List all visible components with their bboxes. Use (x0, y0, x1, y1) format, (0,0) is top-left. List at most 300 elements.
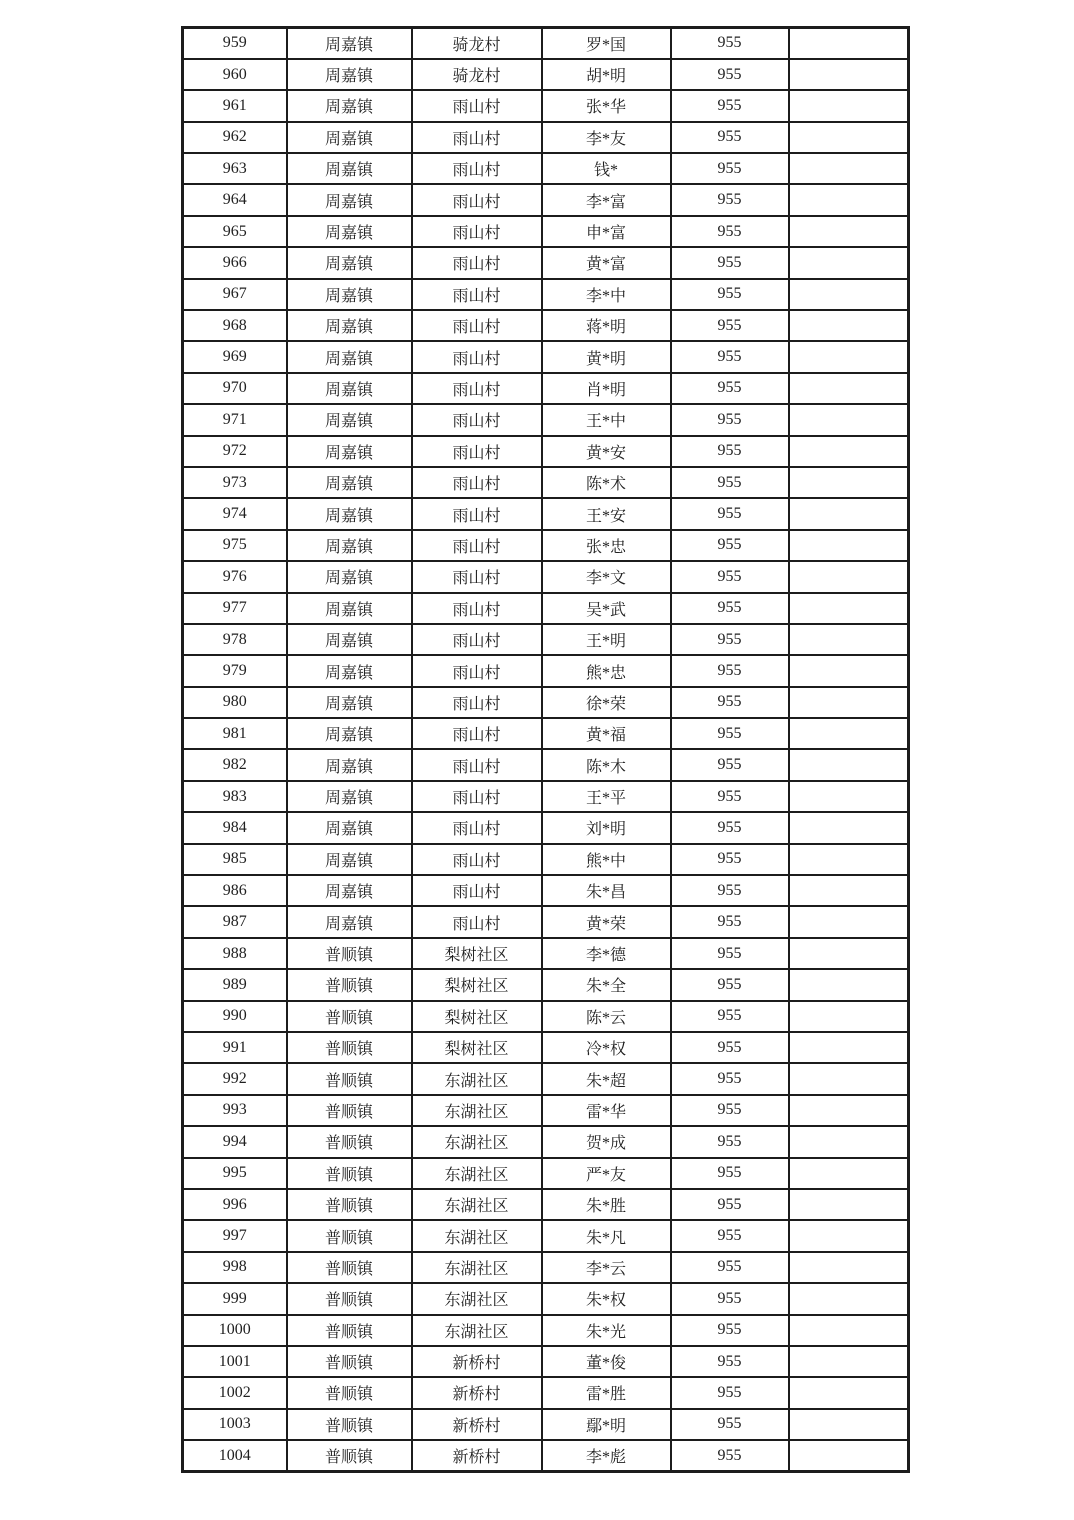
table-row (183, 1095, 909, 1126)
count-cell: 955 (671, 1063, 789, 1094)
village-cell: 骑龙村 (412, 59, 542, 90)
table-row (183, 844, 909, 875)
empty-cell (789, 969, 909, 1000)
name-cell: 李*彪 (542, 1440, 671, 1471)
village-cell: 雨山村 (412, 373, 542, 404)
village-cell: 东湖社区 (412, 1189, 542, 1220)
table-row (183, 561, 909, 592)
table-row (183, 1252, 909, 1283)
empty-cell (789, 1409, 909, 1440)
row-number-cell: 989 (183, 969, 287, 1000)
village-cell: 东湖社区 (412, 1283, 542, 1314)
row-number-cell: 961 (183, 90, 287, 121)
row-number-cell: 1004 (183, 1440, 287, 1471)
row-number-cell: 995 (183, 1158, 287, 1189)
name-cell: 钱* (542, 153, 671, 184)
town-cell: 周嘉镇 (287, 59, 412, 90)
town-cell: 周嘉镇 (287, 467, 412, 498)
town-cell: 普顺镇 (287, 1126, 412, 1157)
town-cell: 周嘉镇 (287, 749, 412, 780)
row-number-cell: 994 (183, 1126, 287, 1157)
count-cell: 955 (671, 655, 789, 686)
table-row (183, 1346, 909, 1377)
table-row (183, 1001, 909, 1032)
name-cell: 冷*权 (542, 1032, 671, 1063)
name-cell: 陈*木 (542, 749, 671, 780)
village-cell: 骑龙村 (412, 28, 542, 59)
name-cell: 王*平 (542, 781, 671, 812)
village-cell: 雨山村 (412, 624, 542, 655)
empty-cell (789, 1158, 909, 1189)
table-row (183, 1409, 909, 1440)
table-row (183, 593, 909, 624)
town-cell: 普顺镇 (287, 1346, 412, 1377)
empty-cell (789, 1283, 909, 1314)
empty-cell (789, 498, 909, 529)
town-cell: 普顺镇 (287, 1001, 412, 1032)
village-cell: 东湖社区 (412, 1158, 542, 1189)
village-cell: 新桥村 (412, 1409, 542, 1440)
name-cell: 胡*明 (542, 59, 671, 90)
name-cell: 黄*富 (542, 247, 671, 278)
town-cell: 周嘉镇 (287, 498, 412, 529)
name-cell: 刘*明 (542, 812, 671, 843)
name-cell: 朱*胜 (542, 1189, 671, 1220)
village-cell: 雨山村 (412, 906, 542, 937)
count-cell: 955 (671, 1220, 789, 1251)
town-cell: 普顺镇 (287, 1158, 412, 1189)
town-cell: 周嘉镇 (287, 844, 412, 875)
table-row (183, 247, 909, 278)
village-cell: 雨山村 (412, 498, 542, 529)
name-cell: 陈*术 (542, 467, 671, 498)
table-row (183, 906, 909, 937)
empty-cell (789, 812, 909, 843)
empty-cell (789, 122, 909, 153)
table-row (183, 279, 909, 310)
village-cell: 东湖社区 (412, 1220, 542, 1251)
count-cell: 955 (671, 624, 789, 655)
count-cell: 955 (671, 561, 789, 592)
empty-cell (789, 341, 909, 372)
empty-cell (789, 1220, 909, 1251)
town-cell: 普顺镇 (287, 1032, 412, 1063)
town-cell: 普顺镇 (287, 1189, 412, 1220)
empty-cell (789, 530, 909, 561)
row-number-cell: 1002 (183, 1377, 287, 1408)
village-cell: 雨山村 (412, 781, 542, 812)
row-number-cell: 1003 (183, 1409, 287, 1440)
town-cell: 周嘉镇 (287, 373, 412, 404)
table-row (183, 1283, 909, 1314)
empty-cell (789, 184, 909, 215)
row-number-cell: 983 (183, 781, 287, 812)
town-cell: 普顺镇 (287, 1377, 412, 1408)
count-cell: 955 (671, 122, 789, 153)
row-number-cell: 970 (183, 373, 287, 404)
village-cell: 雨山村 (412, 184, 542, 215)
table-row (183, 184, 909, 215)
count-cell: 955 (671, 184, 789, 215)
town-cell: 周嘉镇 (287, 593, 412, 624)
count-cell: 955 (671, 687, 789, 718)
empty-cell (789, 1346, 909, 1377)
count-cell: 955 (671, 844, 789, 875)
name-cell: 董*俊 (542, 1346, 671, 1377)
town-cell: 周嘉镇 (287, 718, 412, 749)
empty-cell (789, 1001, 909, 1032)
empty-cell (789, 404, 909, 435)
empty-cell (789, 1189, 909, 1220)
empty-cell (789, 1252, 909, 1283)
name-cell: 王*中 (542, 404, 671, 435)
village-cell: 雨山村 (412, 279, 542, 310)
table-row (183, 28, 909, 59)
empty-cell (789, 153, 909, 184)
count-cell: 955 (671, 59, 789, 90)
village-cell: 雨山村 (412, 844, 542, 875)
town-cell: 普顺镇 (287, 1095, 412, 1126)
row-number-cell: 962 (183, 122, 287, 153)
empty-cell (789, 718, 909, 749)
table-row (183, 498, 909, 529)
name-cell: 熊*忠 (542, 655, 671, 686)
name-cell: 贺*成 (542, 1126, 671, 1157)
count-cell: 955 (671, 498, 789, 529)
name-cell: 鄢*明 (542, 1409, 671, 1440)
count-cell: 955 (671, 310, 789, 341)
town-cell: 周嘉镇 (287, 216, 412, 247)
row-number-cell: 974 (183, 498, 287, 529)
town-cell: 周嘉镇 (287, 655, 412, 686)
count-cell: 955 (671, 373, 789, 404)
table-row (183, 875, 909, 906)
village-cell: 雨山村 (412, 749, 542, 780)
table-row (183, 969, 909, 1000)
empty-cell (789, 1063, 909, 1094)
village-cell: 东湖社区 (412, 1063, 542, 1094)
count-cell: 955 (671, 1001, 789, 1032)
row-number-cell: 986 (183, 875, 287, 906)
count-cell: 955 (671, 1252, 789, 1283)
village-cell: 雨山村 (412, 812, 542, 843)
row-number-cell: 982 (183, 749, 287, 780)
table-row (183, 122, 909, 153)
name-cell: 严*友 (542, 1158, 671, 1189)
table-row (183, 655, 909, 686)
name-cell: 陈*云 (542, 1001, 671, 1032)
village-cell: 雨山村 (412, 247, 542, 278)
town-cell: 普顺镇 (287, 1409, 412, 1440)
count-cell: 955 (671, 781, 789, 812)
row-number-cell: 998 (183, 1252, 287, 1283)
row-number-cell: 991 (183, 1032, 287, 1063)
row-number-cell: 990 (183, 1001, 287, 1032)
empty-cell (789, 749, 909, 780)
row-number-cell: 966 (183, 247, 287, 278)
table-row (183, 90, 909, 121)
name-cell: 徐*荣 (542, 687, 671, 718)
town-cell: 周嘉镇 (287, 624, 412, 655)
empty-cell (789, 593, 909, 624)
name-cell: 王*明 (542, 624, 671, 655)
table-row (183, 341, 909, 372)
town-cell: 普顺镇 (287, 1440, 412, 1471)
name-cell: 张*忠 (542, 530, 671, 561)
empty-cell (789, 1377, 909, 1408)
village-cell: 雨山村 (412, 655, 542, 686)
name-cell: 黄*福 (542, 718, 671, 749)
town-cell: 周嘉镇 (287, 90, 412, 121)
town-cell: 周嘉镇 (287, 436, 412, 467)
count-cell: 955 (671, 593, 789, 624)
count-cell: 955 (671, 404, 789, 435)
village-cell: 雨山村 (412, 404, 542, 435)
empty-cell (789, 1315, 909, 1346)
records-table-body (183, 28, 909, 1472)
name-cell: 朱*凡 (542, 1220, 671, 1251)
count-cell: 955 (671, 812, 789, 843)
town-cell: 周嘉镇 (287, 812, 412, 843)
count-cell: 955 (671, 436, 789, 467)
name-cell: 黄*荣 (542, 906, 671, 937)
row-number-cell: 992 (183, 1063, 287, 1094)
name-cell: 朱*超 (542, 1063, 671, 1094)
town-cell: 普顺镇 (287, 938, 412, 969)
town-cell: 普顺镇 (287, 1283, 412, 1314)
name-cell: 雷*华 (542, 1095, 671, 1126)
name-cell: 张*华 (542, 90, 671, 121)
empty-cell (789, 247, 909, 278)
village-cell: 梨树社区 (412, 969, 542, 1000)
count-cell: 955 (671, 216, 789, 247)
count-cell: 955 (671, 1189, 789, 1220)
row-number-cell: 968 (183, 310, 287, 341)
row-number-cell: 972 (183, 436, 287, 467)
empty-cell (789, 28, 909, 59)
village-cell: 东湖社区 (412, 1095, 542, 1126)
village-cell: 雨山村 (412, 875, 542, 906)
table-row (183, 467, 909, 498)
empty-cell (789, 687, 909, 718)
town-cell: 周嘉镇 (287, 404, 412, 435)
village-cell: 梨树社区 (412, 938, 542, 969)
name-cell: 王*安 (542, 498, 671, 529)
town-cell: 周嘉镇 (287, 875, 412, 906)
row-number-cell: 999 (183, 1283, 287, 1314)
name-cell: 李*友 (542, 122, 671, 153)
name-cell: 黄*安 (542, 436, 671, 467)
table-row (183, 436, 909, 467)
village-cell: 雨山村 (412, 341, 542, 372)
count-cell: 955 (671, 28, 789, 59)
name-cell: 肖*明 (542, 373, 671, 404)
village-cell: 雨山村 (412, 216, 542, 247)
count-cell: 955 (671, 530, 789, 561)
table-row (183, 938, 909, 969)
row-number-cell: 973 (183, 467, 287, 498)
count-cell: 955 (671, 1158, 789, 1189)
empty-cell (789, 216, 909, 247)
table-row (183, 1440, 909, 1471)
town-cell: 普顺镇 (287, 1220, 412, 1251)
empty-cell (789, 875, 909, 906)
table-row (183, 1189, 909, 1220)
row-number-cell: 996 (183, 1189, 287, 1220)
row-number-cell: 978 (183, 624, 287, 655)
name-cell: 吴*武 (542, 593, 671, 624)
count-cell: 955 (671, 1315, 789, 1346)
count-cell: 955 (671, 1409, 789, 1440)
table-row (183, 1063, 909, 1094)
count-cell: 955 (671, 1440, 789, 1471)
empty-cell (789, 561, 909, 592)
row-number-cell: 971 (183, 404, 287, 435)
table-row (183, 1220, 909, 1251)
village-cell: 雨山村 (412, 718, 542, 749)
table-row (183, 812, 909, 843)
town-cell: 周嘉镇 (287, 530, 412, 561)
town-cell: 周嘉镇 (287, 184, 412, 215)
village-cell: 雨山村 (412, 436, 542, 467)
row-number-cell: 967 (183, 279, 287, 310)
name-cell: 罗*国 (542, 28, 671, 59)
town-cell: 周嘉镇 (287, 310, 412, 341)
empty-cell (789, 373, 909, 404)
row-number-cell: 988 (183, 938, 287, 969)
row-number-cell: 965 (183, 216, 287, 247)
village-cell: 雨山村 (412, 530, 542, 561)
table-row (183, 153, 909, 184)
count-cell: 955 (671, 1377, 789, 1408)
count-cell: 955 (671, 90, 789, 121)
table-row (183, 1315, 909, 1346)
table-row (183, 749, 909, 780)
name-cell: 朱*昌 (542, 875, 671, 906)
count-cell: 955 (671, 1095, 789, 1126)
village-cell: 雨山村 (412, 561, 542, 592)
empty-cell (789, 467, 909, 498)
row-number-cell: 959 (183, 28, 287, 59)
empty-cell (789, 938, 909, 969)
count-cell: 955 (671, 1032, 789, 1063)
row-number-cell: 964 (183, 184, 287, 215)
count-cell: 955 (671, 1346, 789, 1377)
row-number-cell: 963 (183, 153, 287, 184)
name-cell: 朱*全 (542, 969, 671, 1000)
empty-cell (789, 844, 909, 875)
table-row (183, 404, 909, 435)
name-cell: 申*富 (542, 216, 671, 247)
town-cell: 周嘉镇 (287, 153, 412, 184)
name-cell: 黄*明 (542, 341, 671, 372)
name-cell: 李*中 (542, 279, 671, 310)
name-cell: 蒋*明 (542, 310, 671, 341)
village-cell: 雨山村 (412, 153, 542, 184)
row-number-cell: 993 (183, 1095, 287, 1126)
row-number-cell: 1000 (183, 1315, 287, 1346)
count-cell: 955 (671, 1126, 789, 1157)
village-cell: 雨山村 (412, 310, 542, 341)
count-cell: 955 (671, 969, 789, 1000)
town-cell: 普顺镇 (287, 1063, 412, 1094)
row-number-cell: 979 (183, 655, 287, 686)
town-cell: 周嘉镇 (287, 28, 412, 59)
empty-cell (789, 90, 909, 121)
empty-cell (789, 1032, 909, 1063)
empty-cell (789, 1126, 909, 1157)
village-cell: 东湖社区 (412, 1252, 542, 1283)
empty-cell (789, 59, 909, 90)
name-cell: 李*文 (542, 561, 671, 592)
empty-cell (789, 906, 909, 937)
empty-cell (789, 310, 909, 341)
village-cell: 新桥村 (412, 1440, 542, 1471)
table-row (183, 59, 909, 90)
count-cell: 955 (671, 247, 789, 278)
count-cell: 955 (671, 749, 789, 780)
empty-cell (789, 1095, 909, 1126)
row-number-cell: 977 (183, 593, 287, 624)
table-row (183, 216, 909, 247)
row-number-cell: 997 (183, 1220, 287, 1251)
table-row (183, 1158, 909, 1189)
empty-cell (789, 1440, 909, 1471)
table-row (183, 1377, 909, 1408)
name-cell: 熊*中 (542, 844, 671, 875)
name-cell: 李*云 (542, 1252, 671, 1283)
name-cell: 雷*胜 (542, 1377, 671, 1408)
town-cell: 周嘉镇 (287, 906, 412, 937)
count-cell: 955 (671, 341, 789, 372)
row-number-cell: 981 (183, 718, 287, 749)
empty-cell (789, 655, 909, 686)
count-cell: 955 (671, 718, 789, 749)
table-row (183, 1126, 909, 1157)
row-number-cell: 969 (183, 341, 287, 372)
count-cell: 955 (671, 1283, 789, 1314)
village-cell: 梨树社区 (412, 1001, 542, 1032)
town-cell: 周嘉镇 (287, 561, 412, 592)
count-cell: 955 (671, 938, 789, 969)
row-number-cell: 987 (183, 906, 287, 937)
town-cell: 周嘉镇 (287, 687, 412, 718)
records-table (181, 26, 910, 1473)
row-number-cell: 960 (183, 59, 287, 90)
town-cell: 普顺镇 (287, 1252, 412, 1283)
row-number-cell: 975 (183, 530, 287, 561)
count-cell: 955 (671, 906, 789, 937)
village-cell: 东湖社区 (412, 1126, 542, 1157)
empty-cell (789, 624, 909, 655)
table-row (183, 718, 909, 749)
table-row (183, 530, 909, 561)
row-number-cell: 984 (183, 812, 287, 843)
table-row (183, 781, 909, 812)
town-cell: 周嘉镇 (287, 122, 412, 153)
empty-cell (789, 781, 909, 812)
town-cell: 周嘉镇 (287, 279, 412, 310)
name-cell: 李*德 (542, 938, 671, 969)
town-cell: 周嘉镇 (287, 247, 412, 278)
town-cell: 周嘉镇 (287, 781, 412, 812)
row-number-cell: 985 (183, 844, 287, 875)
town-cell: 周嘉镇 (287, 341, 412, 372)
village-cell: 雨山村 (412, 593, 542, 624)
village-cell: 雨山村 (412, 90, 542, 121)
village-cell: 新桥村 (412, 1346, 542, 1377)
village-cell: 新桥村 (412, 1377, 542, 1408)
